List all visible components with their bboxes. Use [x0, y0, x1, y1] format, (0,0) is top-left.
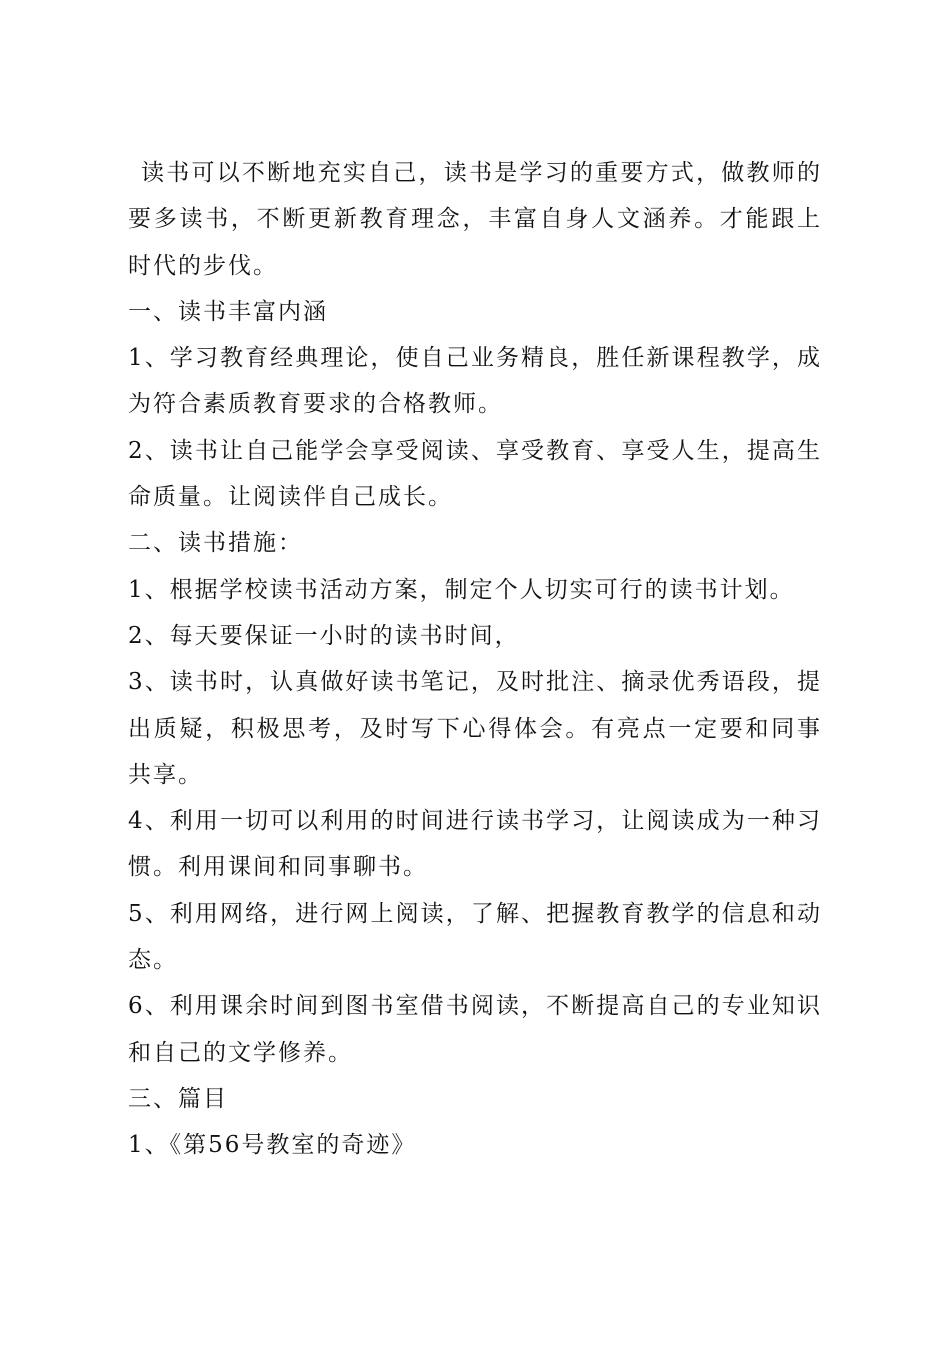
section-heading-3: 三、篇目 — [128, 1085, 228, 1112]
section-heading-1: 一、读书丰富内涵 — [128, 298, 328, 325]
list-item: 2、读书让自己能学会享受阅读、享受教育、享受人生，提高生命质量。让阅读伴自己成长。 — [128, 437, 822, 511]
list-item: 1、《第56号教室的奇迹》 — [128, 1132, 417, 1159]
list-item: 4、利用一切可以利用的时间进行读书学习，让阅读成为一种习惯。利用课间和同事聊书。 — [128, 808, 822, 881]
list-item: 2、每天要保证一小时的读书时间， — [128, 622, 520, 649]
list-item: 3、读书时，认真做好读书笔记，及时批注、摘录优秀语段，提出质疑，积极思考，及时写下心得体会。有亮点一定要和同事共享。 — [128, 669, 822, 788]
list-item: 1、学习教育经典理论，使自己业务精良，胜任新课程教学，成为符合素质教育要求的合格教师。 — [128, 345, 822, 418]
list-item: 5、利用网络，进行网上阅读，了解、把握教育教学的信息和动态。 — [128, 900, 822, 974]
section-heading-2: 二、读书措施： — [128, 530, 303, 557]
list-item: 6、利用课余时间到图书室借书阅读，不断提高自己的专业知识和自己的文学修养。 — [128, 993, 822, 1066]
intro-paragraph: 读书可以不断地充实自己，读书是学习的重要方式，做教师的要多读书，不断更新教育理念，丰富自身人文涵养。才能跟上时代的步伐。 — [128, 160, 822, 279]
document-body — [128, 150, 822, 1169]
list-item: 1、根据学校读书活动方案，制定个人切实可行的读书计划。 — [128, 576, 795, 603]
